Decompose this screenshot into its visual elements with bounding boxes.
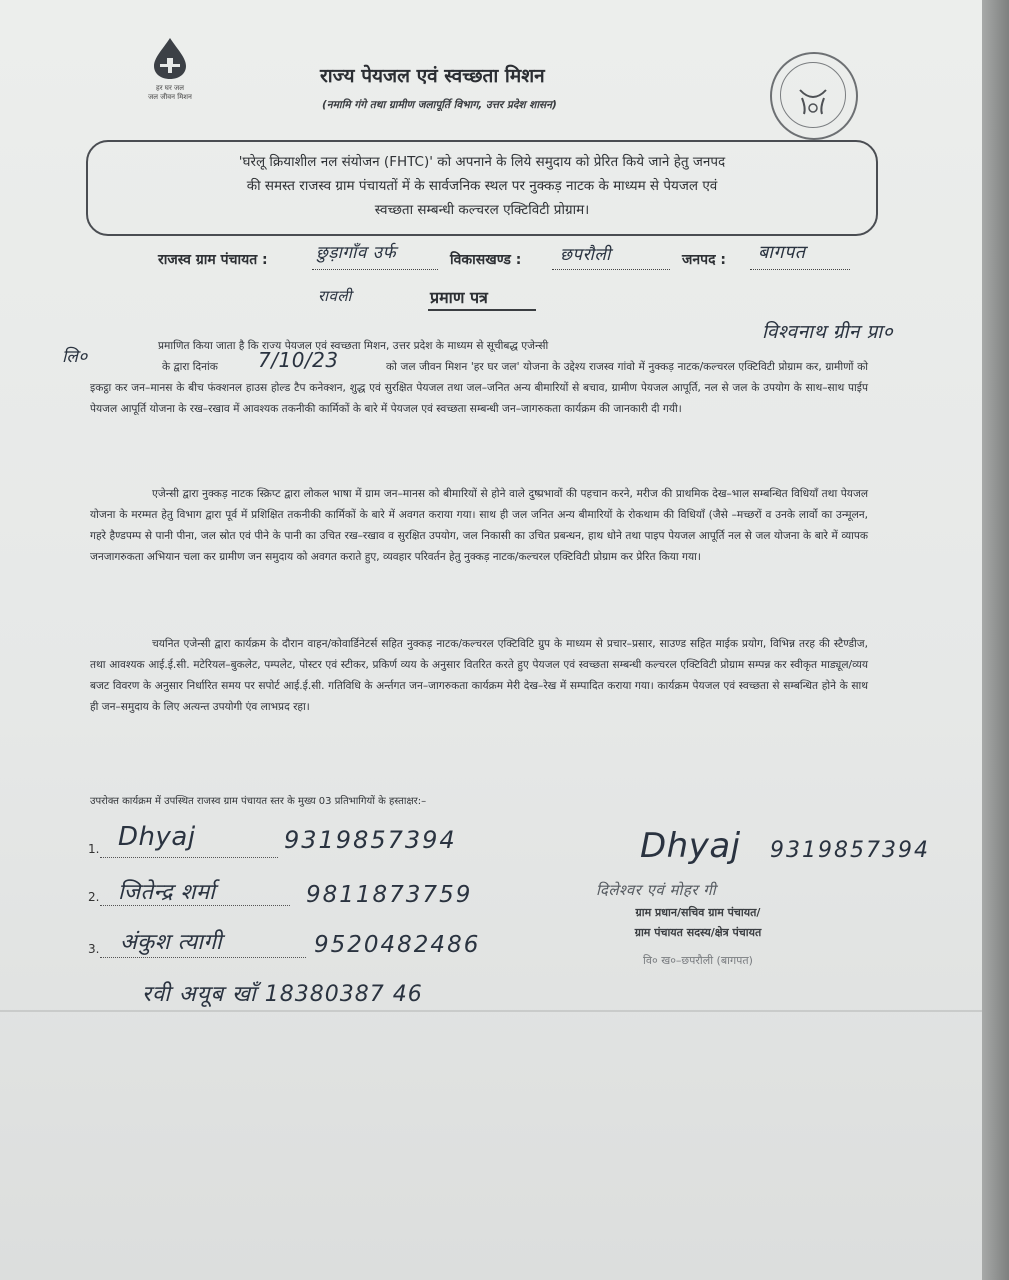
water-drop-icon — [150, 36, 190, 80]
stamp-line-1: ग्राम प्रधान/सचिव ग्राम पंचायत/ — [635, 906, 761, 919]
program-date-handwritten: 7/10/23 — [258, 348, 339, 372]
signatory-phone: 9319857394 — [770, 838, 930, 863]
participant-1-number: 1. — [88, 842, 100, 856]
signatory-signature: Dhyaj — [640, 826, 741, 866]
vikaskhand-value: छपरौली — [560, 245, 611, 265]
participant-3-phone: 9520482486 — [314, 932, 481, 958]
participant-1-signature: Dhyaj — [118, 822, 196, 852]
gram-panchayat-value: छुड़ागाँव उर्फ — [316, 243, 397, 263]
participant-extra: रवी अयूब खाँ 18380387 46 — [142, 982, 423, 1007]
emblem-fish-bow-icon — [796, 84, 830, 118]
signatory-name-handwritten: दिलेश्वर एवं मोहर गी — [596, 881, 717, 899]
participant-2-phone: 9811873759 — [306, 882, 473, 908]
banner-line-3: स्वच्छता सम्बन्धी कल्चरल एक्टिविटी प्रोग्राम। — [374, 202, 590, 218]
logo-caption-2: जल जीवन मिशन — [148, 93, 192, 101]
attendance-label: उपरोक्त कार्यक्रम में उपस्थित राजस्व ग्राम पंचायत स्तर के मुख्य 03 प्रतिभागियों के हस्ताक्षर:– — [90, 796, 427, 807]
certificate-heading: प्रमाण पत्र — [430, 288, 488, 307]
banner-line-1: 'घरेलू क्रियाशील नल संयोजन (FHTC)' को अपनाने के लिये समुदाय को प्रेरित किये जाने हेतु जनपद — [238, 154, 726, 170]
page-title: राज्य पेयजल एवं स्वच्छता मिशन — [320, 65, 545, 87]
program-banner — [86, 140, 878, 236]
participant-2-number: 2. — [88, 890, 100, 904]
logo-caption-1: हर घर जल — [156, 84, 184, 92]
stamp-line-2: ग्राम पंचायत सदस्य/क्षेत्र पंचायत — [634, 926, 762, 939]
page-subtitle: (नमामि गंगे तथा ग्रामीण जलापूर्ति विभाग, उत्तर प्रदेश शासन) — [322, 99, 557, 111]
gram-panchayat-value-2: रावली — [318, 287, 352, 305]
banner-line-2: की समस्त राजस्व ग्राम पंचायतों में के सार्वजनिक स्थल पर नुक्कड़ नाटक के माध्यम से पेयजल एवं — [246, 178, 718, 194]
participant-3-signature: अंकुश त्यागी — [120, 930, 223, 955]
janpad-label: जनपद : — [682, 252, 727, 268]
up-govt-emblem — [770, 52, 858, 140]
vikaskhand-label: विकासखण्ड : — [450, 252, 522, 268]
participant-3-number: 3. — [88, 942, 100, 956]
paragraph-2: एजेन्सी द्वारा नुक्कड़ नाटक स्क्रिप्ट द्वारा लोकल भाषा में ग्राम जन–मानस को बीमारियों से होने वाले दुष्प्रभावों की पहचान करने, मरीज की प्राथमिक देख–भाल सम्बन्धित विधियाँ तथा पेयजल योजना के मरम्मत हेतु विभाग द्वारा पूर्व में प्रशिक्षित तकनीकी कार्मिकों के बारे में अवगत कराया गया। साथ ही जल जनित अन्य बीमारियों के रोकथाम की विधियाँ (जैसे –मच्छरों व उनके लार्वो का उन्मूलन, गहरे हैण्डपम्प से पानी पीना, जल स्रोत एवं पीने के पानी का उचित रख–रखाव व सुरक्षित उपयोग, जल निकासी का उचित प्रबन्धन, हाथ धोने तथा पाइप पेयजल आपूर्ति नल से जल योजना के बारे में व्यापक जनजागरुकता अभियान चला कर ग्रामीण जन समुदाय को अवगत कराते हुए, व्यवहार परिवर्तन हेतु नुक्कड़ नाटक/कल्चरल एक्टिविटी प्रोग्राम कर प्रेरित किया गया। — [90, 488, 868, 563]
participant-1-phone: 9319857394 — [284, 826, 457, 854]
paper-fold-line — [0, 1010, 982, 1012]
agency-li-handwritten: लि० — [62, 347, 88, 367]
agency-name-handwritten: विश्वनाथ ग्रीन प्रा० — [762, 321, 894, 343]
para-1-date-label: के द्वारा दिनांक — [162, 361, 218, 373]
paragraph-3: चयनित एजेन्सी द्वारा कार्यक्रम के दौरान वाहन/कोवार्डिनेटर्स सहित नुक्कड़ नाटक/कल्चरल एक्टिविटि ग्रुप के माध्यम से प्रचार–प्रसार, साउण्ड सहित माईक प्रयोग, विभिन्न तरह की स्टैण्डीज, तथा आवश्यक आई.ई.सी. मटेरियल–बुकलेट, पम्पलेट, पोस्टर एवं स्टीकर, प्रकिर्ण व्यय के अनुसार वितरित करते हुए पेयजल एवं स्वच्छता सम्बन्धी कल्चरल एक्टिविटी प्रोग्राम सम्पन्न कर स्वीकृत माड्यूल/व्यय बजट विवरण के अनुसार निर्धारित समय पर सपोर्ट आई.ई.सी. गतिविधि के अर्न्तगत जन–जागरुकता कार्यक्रम मेरी देख–रेख में सम्पादित कराया गया। कार्यक्रम पेयजल एवं स्वच्छता से सम्बन्धित होने के साथ ही जन–समुदाय के लिए अत्यन्त उपयोगी एंव लाभप्रद रहा। — [90, 638, 868, 713]
background-surface — [982, 0, 1009, 1280]
gram-panchayat-label: राजस्व ग्राम पंचायत : — [158, 252, 268, 268]
janpad-value: बागपत — [758, 242, 806, 263]
participant-2-signature: जितेन्द्र शर्मा — [118, 880, 216, 905]
stamp-line-3: वि० ख०–छपरौली (बागपत) — [643, 954, 753, 967]
para-1-line-1: प्रमाणित किया जाता है कि राज्य पेयजल एवं स्वच्छता मिशन, उत्तर प्रदेश के माध्यम से सूचीबद्ध एजेन्सी — [158, 340, 549, 352]
jal-jeevan-mission-logo — [138, 36, 202, 126]
paragraph-1: को जल जीवन मिशन 'हर घर जल' योजना के उद्देश्य राजस्व गांवो में नुक्कड़ नाटक/कल्चरल एक्टिविटी प्रोग्राम कर, ग्रामीणों को इकट्ठा कर जन–मानस के बीच फंक्शनल हाउस होल्ड टैप कनेक्शन, शुद्ध एवं सुरक्षित पेयजल तथा जल–जनित अन्य बीमारियों से बचाव, ग्रामीण पेयजल आपूर्ति, नल से जल के उपयोग के साथ–साथ पाईप पेयजल आपूर्ति योजना के रख–रखाव में आवश्यक तकनीकी कार्मिकों के बारे में पेयजल एवं स्वच्छता सम्बन्धी जन–जागरुकता कार्यक्रम की जानकारी दी गयी। — [90, 361, 868, 415]
